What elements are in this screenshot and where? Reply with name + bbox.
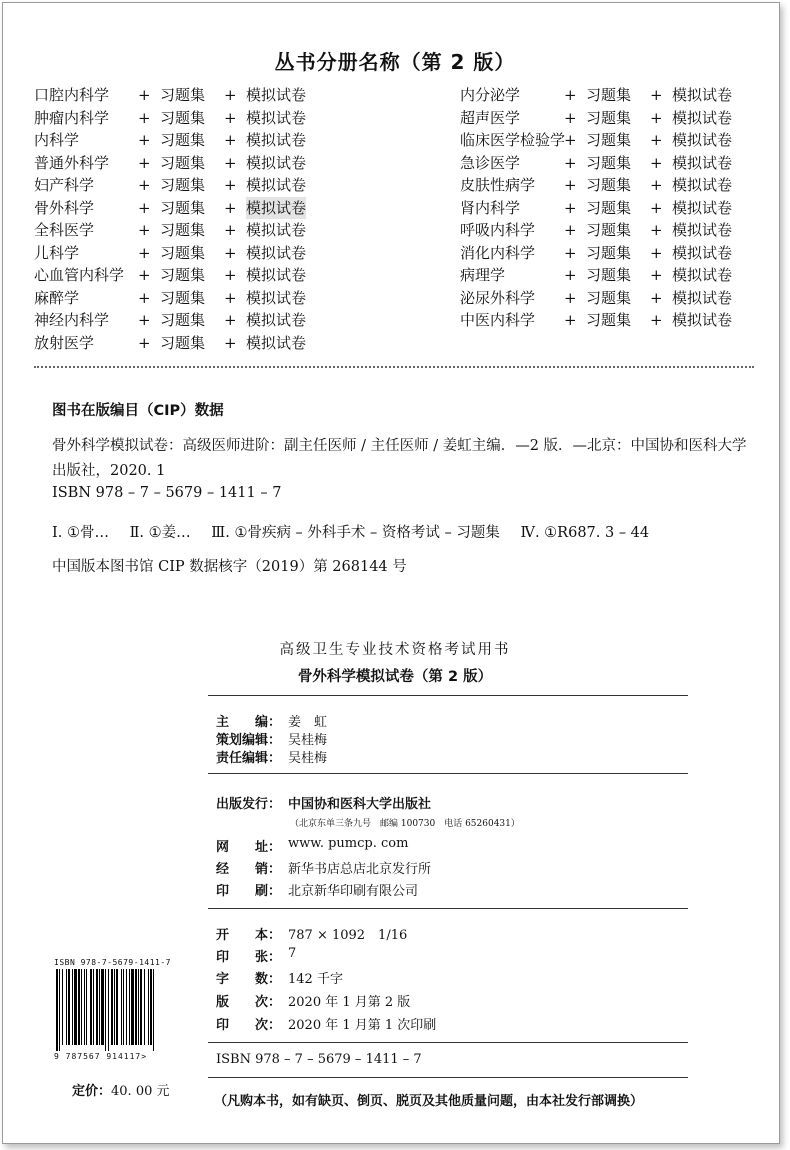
barcode-icon [54,969,190,1051]
series-book-row [460,174,760,197]
cip-description: 骨外科学模拟试卷：高级医师进阶：副主任医师 / 主任医师 / 姜虹主编．—2 版．—北京：中国协和医科大学出版社，2020. 1 [52,438,747,479]
plus-sign: + [650,243,663,262]
website-label: 网 址： [216,840,282,855]
series-book-exercises: 习题集 [586,108,632,127]
barcode-bar [68,969,70,1045]
series-book-name: 肾内科学 [460,198,521,217]
series-book-exercises: 习题集 [586,131,632,149]
plus-sign: + [650,221,663,239]
barcode-bar [101,969,104,1045]
series-book-name: 内科学 [34,131,80,149]
price-label: 定价： [72,1084,112,1099]
plus-sign: + [650,311,663,329]
series-book-name: 肿瘤内科学 [34,108,110,127]
printer-label: 印 刷： [216,884,282,899]
series-book-exercises: 习题集 [586,153,632,172]
series-book-mock-exam: 模拟试卷 [672,266,733,284]
cip-cn-record: 中国版本图书馆 CIP 数据核字（2019）第 268144 号 [52,559,407,575]
series-book-exercises: 习题集 [586,311,632,329]
barcode-bar [114,969,115,1045]
series-book-name: 中医内科学 [460,311,536,329]
barcode-bar [105,969,106,1051]
series-book-row [34,129,334,152]
series-book-row [34,152,334,175]
plus-sign: + [650,288,663,307]
series-book-mock-exam: 模拟试卷 [246,153,307,172]
publisher-label: 出版发行： [216,797,282,812]
series-book-mock-exam: 模拟试卷 [672,153,733,172]
series-book-row [34,197,334,220]
price-row [72,1080,170,1099]
barcode-bar [74,969,77,1045]
barcode-bar [121,969,122,1045]
barcode-block [54,958,196,1061]
series-book-mock-exam: 模拟试卷 [672,131,733,149]
printer: 北京新华印刷有限公司 [288,884,419,899]
series-book-exercises: 习题集 [586,288,632,307]
series-book-row [460,129,760,152]
plus-sign: + [650,176,663,194]
barcode-bar [78,969,80,1045]
barcode-bar [86,969,87,1045]
series-book-mock-exam: 模拟试卷 [672,176,733,194]
plus-sign: + [564,198,577,217]
barcode-bar [81,969,82,1045]
series-book-row [460,242,760,265]
divider-line [208,773,688,774]
plus-sign: + [224,221,237,239]
plus-sign: + [650,131,663,149]
series-book-exercises: 习题集 [586,198,632,217]
plus-sign: + [224,176,237,194]
barcode-bar [56,969,58,1051]
edition: 2020 年 1 月第 2 版 [288,995,411,1010]
plus-sign: + [138,131,151,149]
series-book-row [34,309,334,332]
barcode-bar [66,969,67,1045]
series-book-exercises: 习题集 [160,311,206,329]
series-book-exercises: 习题集 [586,176,632,194]
plus-sign: + [650,266,663,284]
barcode-bar [84,969,85,1045]
series-book-mock-exam: 模拟试卷 [672,108,733,127]
chief-editor-label: 主 编： [216,715,282,730]
series-book-name: 内分泌学 [460,86,521,104]
series-book-row [34,264,334,287]
plus-sign: + [138,333,151,352]
plus-sign: + [138,311,151,329]
format: 787 × 1092 1/16 [288,928,408,943]
series-book-row [460,309,760,332]
plus-sign: + [224,266,237,284]
series-book-mock-exam: 模拟试卷 [672,311,733,329]
series-book-exercises: 习题集 [586,86,632,104]
barcode-bar [150,969,152,1045]
series-book-mock-exam: 模拟试卷 [246,266,307,284]
barcode-bar [126,969,127,1045]
book-title: 骨外科学模拟试卷（第 2 版） [297,669,493,685]
series-book-exercises: 习题集 [160,153,206,172]
cip-classification [52,521,665,542]
sheets: 7 [288,946,297,961]
barcode-bar [140,969,142,1045]
cip-class-3: Ⅲ. ①骨疾病 – 外科手术 – 资格考试 – 习题集 [211,525,500,541]
barcode-bar [123,969,124,1045]
plus-sign: + [564,86,577,104]
printing: 2020 年 1 月第 1 次印刷 [288,1018,437,1033]
plus-sign: + [564,266,577,284]
plus-sign: + [564,288,577,307]
barcode-bar [131,969,134,1045]
barcode-bar [148,969,149,1045]
series-book-mock-exam: 模拟试卷 [672,288,733,307]
cip-class-1: Ⅰ. ①骨… [52,525,109,541]
plus-sign: + [224,153,237,172]
words-label: 字 数： [216,972,282,987]
barcode-bar [138,969,139,1045]
series-book-mock-exam: 模拟试卷 [246,221,307,239]
series-book-row [34,84,334,107]
series-book-name: 心血管内科学 [34,266,125,284]
series-book-exercises: 习题集 [160,243,206,262]
chief-editor: 姜 虹 [288,715,328,730]
barcode-bar [99,969,100,1045]
plus-sign: + [224,86,237,104]
series-book-exercises: 习题集 [586,266,632,284]
price-value: 40. 00 元 [111,1084,170,1099]
responsible-editor-label: 责任编辑： [216,751,282,766]
plus-sign: + [564,108,577,127]
series-book-name: 全科医学 [34,221,95,239]
series-book-exercises: 习题集 [160,176,206,194]
series-book-exercises: 习题集 [160,86,206,104]
series-book-mock-exam: 模拟试卷 [246,333,307,352]
series-book-name: 临床医学检验学 [460,131,566,149]
series-book-exercises: 习题集 [160,108,206,127]
plus-sign: + [224,131,237,149]
series-book-mock-exam: 模拟试卷 [672,221,733,239]
plus-sign: + [224,198,237,217]
divider-line [208,695,688,696]
plus-sign: + [224,243,237,262]
plus-sign: + [224,288,237,307]
barcode-digits-row [54,1052,196,1061]
plus-sign: + [650,86,663,104]
barcode-bar [144,969,145,1045]
plus-sign: + [564,243,577,262]
barcode-bar [116,969,118,1045]
distributor-label: 经 销： [216,862,282,877]
series-book-row [460,219,760,242]
series-book-exercises: 习题集 [160,266,206,284]
website: www. pumcp. com [288,836,409,851]
series-book-exercises: 习题集 [160,221,206,239]
series-book-row [34,219,334,242]
collection-name: 高级卫生专业技术资格考试用书 [279,642,511,658]
series-book-row [34,174,334,197]
plus-sign: + [224,333,237,352]
plus-sign: + [564,176,577,194]
series-book-row [34,287,334,310]
plus-sign: + [564,131,577,149]
series-book-row [34,107,334,130]
barcode-digits: 9 787567 914117 [54,1052,142,1061]
divider-line [208,1042,688,1043]
divider-line [208,908,688,909]
series-book-mock-exam: 模拟试卷 [672,243,733,262]
series-book-name: 骨外科学 [34,198,95,217]
barcode-bar [96,969,98,1045]
series-book-name: 放射医学 [34,333,95,352]
series-book-name: 麻醉学 [34,288,80,307]
series-book-name: 消化内科学 [460,243,536,262]
series-book-mock-exam: 模拟试卷 [246,243,307,262]
plus-sign: + [564,311,577,329]
planning-editor-label: 策划编辑： [216,733,282,748]
series-book-name: 呼吸内科学 [460,221,536,239]
series-book-name: 儿科学 [34,243,80,262]
edition-label: 版 次： [216,995,282,1010]
plus-sign: + [650,198,663,217]
barcode-bar [129,969,130,1045]
series-book-name: 神经内科学 [34,311,110,329]
plus-sign: + [138,221,151,239]
series-book-name: 急诊医学 [460,153,521,172]
responsible-editor: 吴桂梅 [288,751,328,766]
plus-sign: + [564,221,577,239]
divider-line [208,1077,688,1078]
series-title: 丛书分册名称（第 2 版） [274,50,516,74]
series-book-row [460,107,760,130]
barcode-bar [93,969,94,1045]
printing-label: 印 次： [216,1018,282,1033]
plus-sign: + [138,176,151,194]
series-list-right [460,84,760,332]
barcode-bar [59,969,60,1051]
distributor: 新华书店总店北京发行所 [288,862,432,877]
series-book-name: 泌尿外科学 [460,288,536,307]
cip-isbn: ISBN 978 – 7 – 5679 – 1411 – 7 [52,485,282,501]
cip-title: 图书在版编目（CIP）数据 [52,403,224,419]
series-book-mock-exam: 模拟试卷 [246,288,307,307]
series-book-name: 超声医学 [460,108,521,127]
barcode-bar [72,969,73,1045]
barcode-bar [90,969,92,1045]
series-book-row [460,152,760,175]
series-book-name: 普通外科学 [34,153,110,172]
notice: （凡购本书，如有缺页、倒页、脱页及其他质量问题，由本社发行部调换） [214,1094,644,1109]
plus-sign: + [224,311,237,329]
plus-sign: + [650,108,663,127]
isbn-line: ISBN 978 – 7 – 5679 – 1411 – 7 [216,1052,422,1067]
publisher-name: 中国协和医科大学出版社 [288,797,432,812]
plus-sign: + [138,198,151,217]
series-book-mock-exam: 模拟试卷 [246,131,307,149]
plus-sign: + [138,266,151,284]
publisher-address: （北京东单三条九号 邮编 100730 电话 65260431） [290,819,520,829]
series-book-mock-exam: 模拟试卷 [672,86,733,104]
cip-class-4: Ⅳ. ①R687. 3 – 44 [520,525,650,541]
series-book-row [34,242,334,265]
plus-sign: + [138,243,151,262]
series-book-row [34,332,334,355]
series-book-exercises: 习题集 [160,198,206,217]
planning-editor: 吴桂梅 [288,733,328,748]
series-book-row [460,84,760,107]
series-book-row [460,264,760,287]
plus-sign: + [138,86,151,104]
barcode-arrow: > [141,1052,148,1061]
series-book-mock-exam: 模拟试卷 [246,176,307,194]
series-book-exercises: 习题集 [160,333,206,352]
series-book-exercises: 习题集 [160,288,206,307]
series-book-mock-exam: 模拟试卷 [246,311,307,329]
barcode-bar [135,969,137,1045]
words: 142 千字 [288,972,343,987]
series-book-exercises: 习题集 [160,131,206,149]
plus-sign: + [564,153,577,172]
barcode-bar [153,969,154,1051]
series-list-left [34,84,334,354]
series-book-row [460,197,760,220]
series-book-mock-exam: 模拟试卷 [246,108,307,127]
format-label: 开 本： [216,928,282,943]
series-book-mock-exam: 模拟试卷 [672,198,733,217]
plus-sign: + [224,108,237,127]
series-book-name: 妇产科学 [34,176,95,194]
series-book-row [460,287,760,310]
series-book-exercises: 习题集 [586,243,632,262]
series-book-mock-exam: 模拟试卷 [246,197,306,220]
series-book-name: 口腔内科学 [34,86,110,104]
barcode-bar [108,969,109,1051]
series-book-name: 病理学 [460,266,506,284]
plus-sign: + [138,153,151,172]
series-book-mock-exam: 模拟试卷 [246,86,307,104]
plus-sign: + [138,288,151,307]
sheets-label: 印 张： [216,950,282,965]
dotted-divider [34,366,754,368]
cip-class-2: Ⅱ. ①姜… [129,525,191,541]
plus-sign: + [138,108,151,127]
barcode-bar [111,969,113,1045]
barcode-isbn: ISBN 978-7-5679-1411-7 [54,958,171,967]
barcode-bar [62,969,63,1045]
plus-sign: + [650,153,663,172]
series-book-exercises: 习题集 [586,221,632,239]
series-book-name: 皮肤性病学 [460,176,536,194]
